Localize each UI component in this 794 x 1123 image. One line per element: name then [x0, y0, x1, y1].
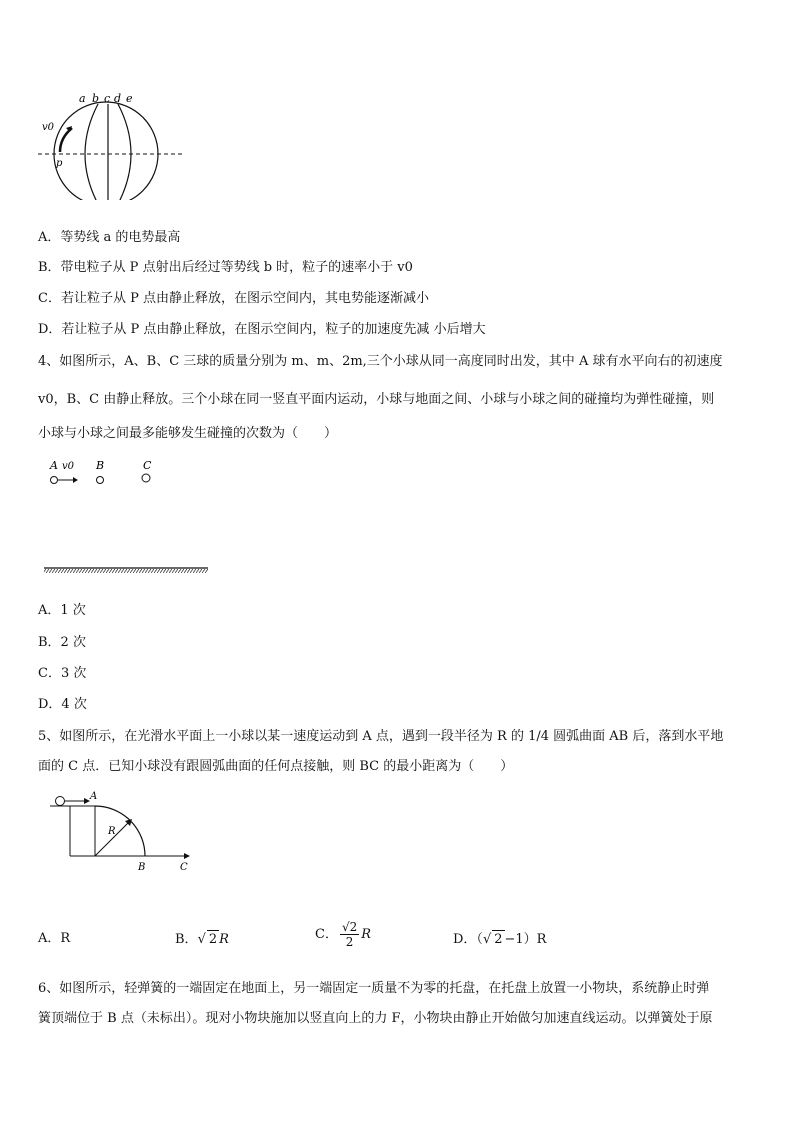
q5-option-d-radicand: 2: [494, 932, 503, 947]
ball-b-label: B: [96, 459, 105, 472]
equipotential-figure: [36, 88, 186, 200]
label-a: a: [79, 92, 86, 105]
q3-option-b: B．带电粒子从 P 点射出后经过等势线 b 时，粒子的速率小于 v0: [38, 260, 413, 275]
v0-label: v0: [42, 122, 55, 133]
ground-arrowhead: [184, 853, 190, 859]
ball-c-label: C: [143, 459, 152, 472]
ball-a-arrowhead: [73, 477, 78, 483]
fraction-numerator: √2: [341, 920, 358, 934]
ball-c: [142, 474, 150, 482]
v0-label-q4: v0: [62, 461, 75, 472]
q5-option-c-fraction: [340, 920, 359, 949]
q5-option-d-suffix: −1）R: [504, 932, 547, 947]
q4-option-d: D．4 次: [38, 697, 87, 712]
q5-option-d: [453, 930, 546, 949]
q5-option-d-prefix: D．（: [453, 932, 483, 947]
v0-arrow: [60, 128, 72, 152]
label-c: c: [104, 92, 111, 105]
point-b-label: B: [138, 862, 146, 873]
q6-stem-line2: 簧顶端位于 B 点（未标出）。现对小物块施加以竖直向上的力 F，小物块由静止开始做匀加速直线运动。以弹簧处于原: [38, 1011, 713, 1026]
point-c-label: C: [180, 862, 188, 873]
point-a-label: A: [90, 791, 98, 802]
q4-stem-line1: 4、如图所示，A、B、C 三球的质量分别为 m、m、2m,三个小球从同一高度同时出发，其中 A 球有水平向右的初速度: [38, 354, 723, 369]
q6-stem-line1: 6、如图所示，轻弹簧的一端固定在地面上，另一端固定一质量不为零的托盘，在托盘上放置一小物块，系统静止时弹: [38, 981, 710, 996]
small-ball: [56, 797, 65, 806]
fraction-denominator: 2: [345, 935, 354, 949]
quarter-arc-figure: [50, 790, 200, 876]
q4-stem-line3: 小球与小球之间最多能够发生碰撞的次数为（ ）: [38, 426, 338, 441]
equipotential-outer: [54, 102, 158, 200]
radius-label: R: [108, 826, 116, 837]
ball-a: [51, 477, 58, 484]
ball-a-label: A: [50, 459, 58, 472]
label-d: d: [114, 92, 122, 105]
q5-option-b: [175, 930, 229, 949]
q4-option-a: A．1 次: [38, 603, 86, 618]
p-label: p: [56, 158, 63, 169]
q3-option-c: C．若让粒子从 P 点由静止释放，在图示空间内，其电势能逐渐减小: [38, 291, 429, 306]
q5-stem-line2: 面的 C 点．已知小球没有跟圆弧曲面的任何点接触，则 BC 的最小距离为（ ）: [38, 759, 514, 774]
sqrt-symbol: √: [197, 932, 206, 947]
q5-option-c-prefix: C．: [315, 927, 338, 942]
q3-option-a: A．等势线 a 的电势最高: [38, 230, 181, 245]
q5-option-b-suffix: R: [219, 932, 229, 947]
q5-option-b-prefix: B．: [175, 932, 198, 947]
q4-stem-line2: v0，B、C 由静止释放。三个小球在同一竖直平面内运动，小球与地面之间、小球与小球之间的碰撞均为弹性碰撞，则: [38, 392, 715, 407]
ground-hatch: [44, 569, 208, 573]
q5-option-c-suffix: R: [361, 927, 372, 942]
equipotential-b: [85, 104, 98, 200]
q5-option-c: [315, 920, 371, 949]
three-balls-figure: [40, 457, 215, 579]
q5-stem-line1: 5、如图所示，在光滑水平面上一小球以某一速度运动到 A 点，遇到一段半径为 R 的 1/4 圆弧曲面 AB 后，落到水平地: [38, 729, 724, 744]
label-e: e: [126, 92, 133, 105]
q5-option-a: A．R: [38, 931, 71, 946]
q4-option-b: B．2 次: [38, 635, 86, 650]
sqrt-symbol-d: √: [482, 932, 492, 947]
ball-b: [97, 477, 104, 484]
equipotential-d: [118, 104, 131, 200]
q4-option-c: C．3 次: [38, 666, 87, 681]
q3-option-d: D．若让粒子从 P 点由静止释放，在图示空间内，粒子的加速度先减 小后增大: [38, 322, 486, 337]
q5-option-b-radicand: 2: [208, 932, 218, 947]
label-b: b: [92, 92, 100, 105]
